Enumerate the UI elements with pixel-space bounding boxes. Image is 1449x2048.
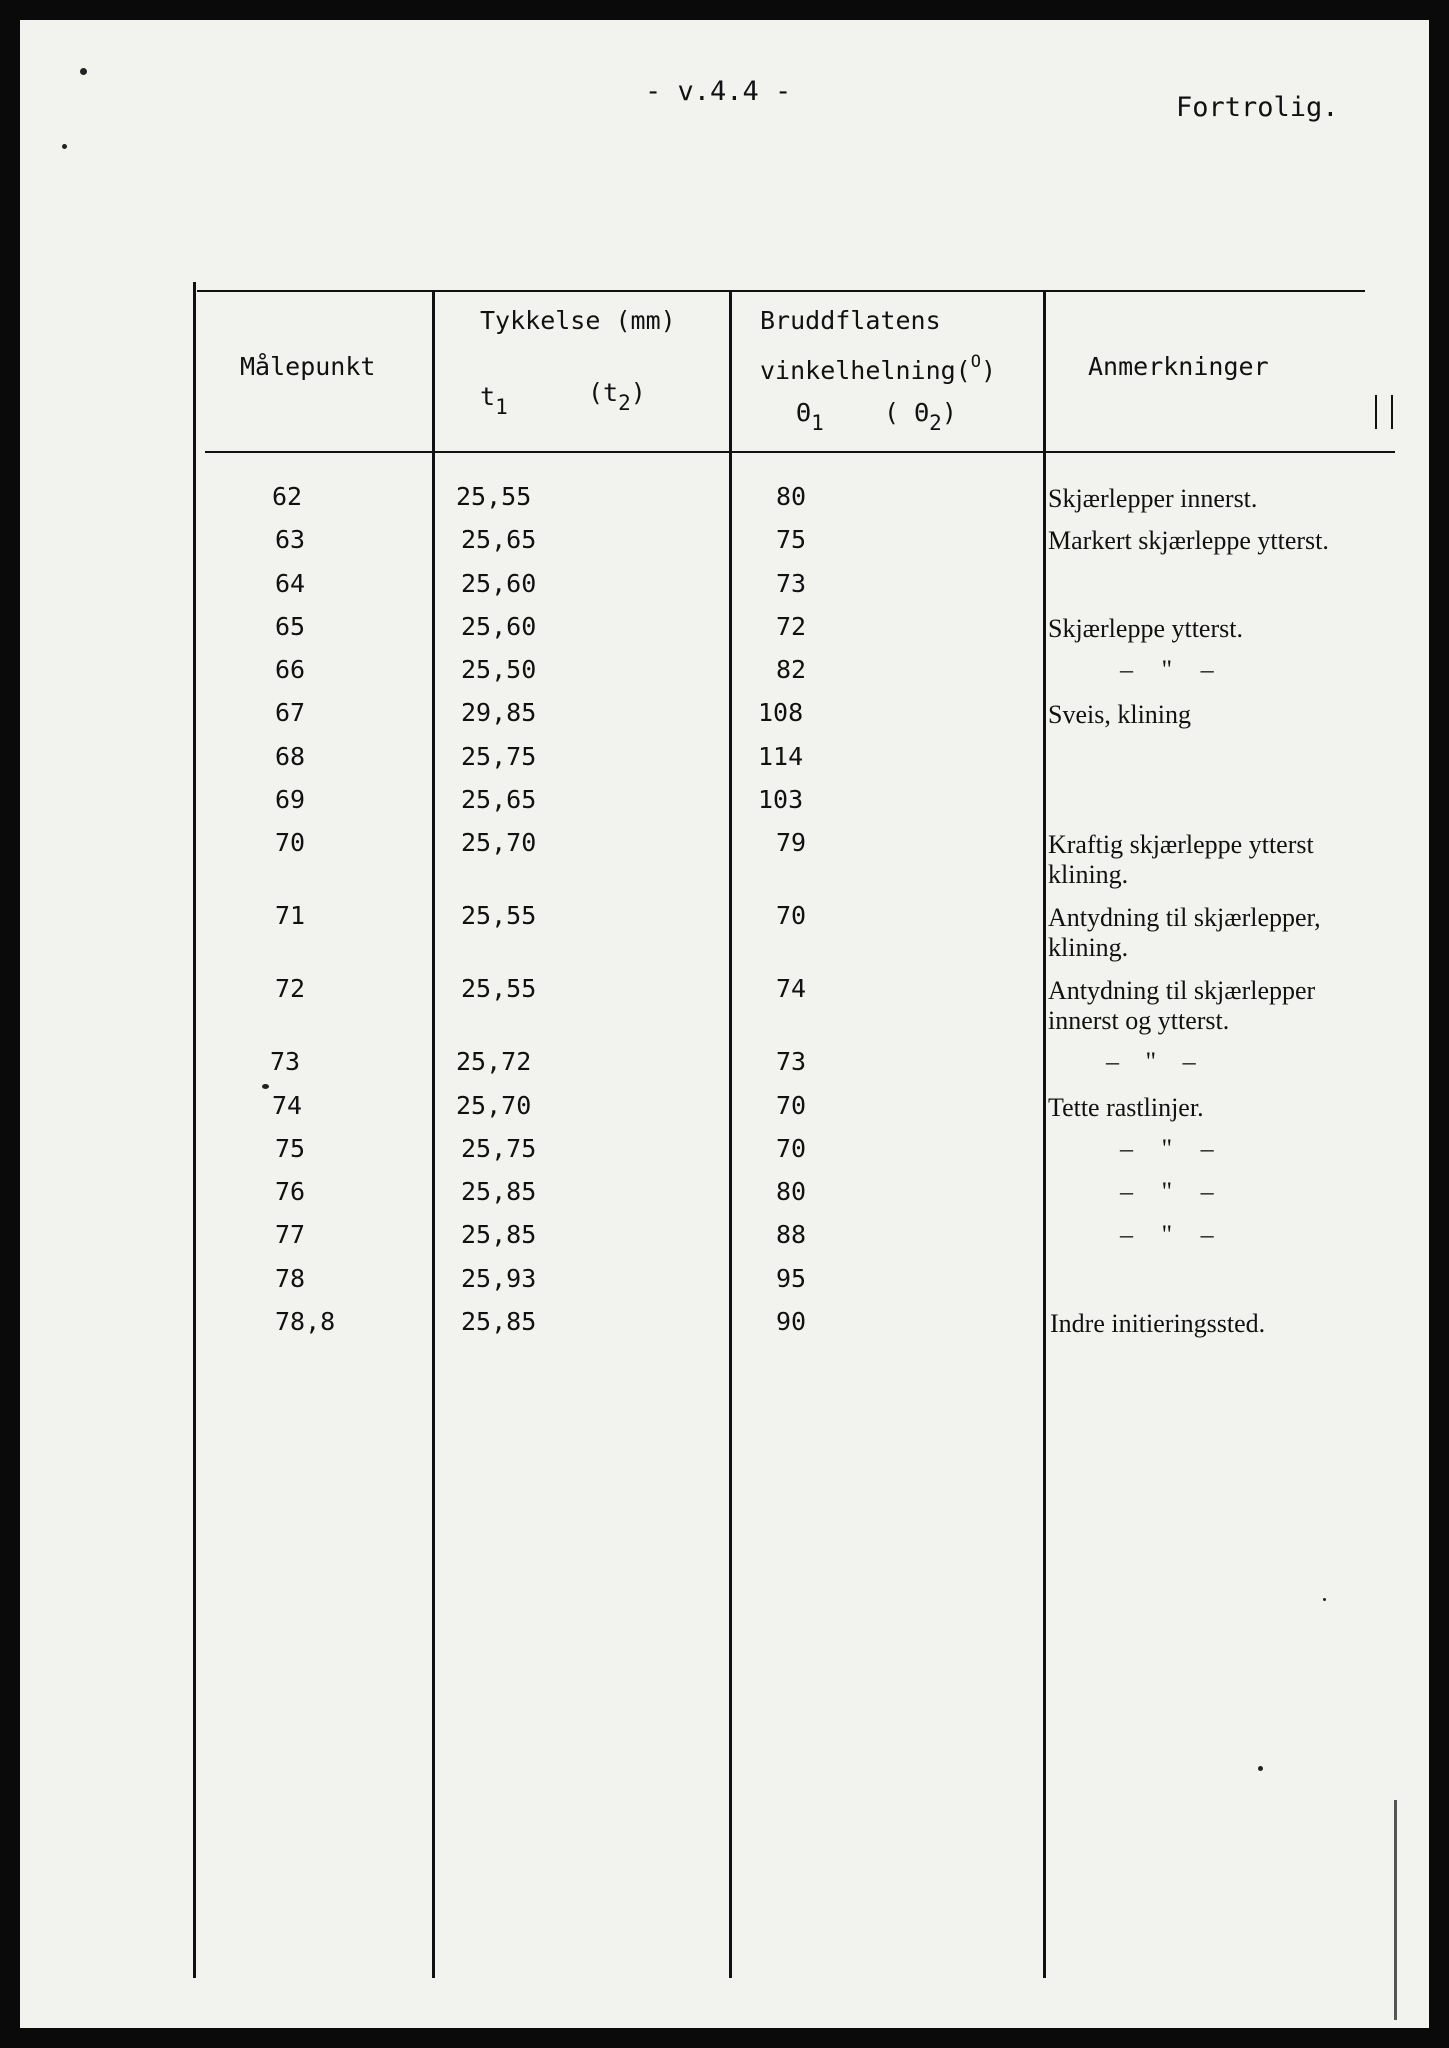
scan-speck: [1258, 1766, 1263, 1771]
cell-angle: 70: [776, 1134, 807, 1163]
cell-thickness: 25,75: [461, 742, 537, 771]
cell-thickness: 25,85: [461, 1177, 537, 1206]
header-t2: $(t_2)$: [588, 378, 646, 415]
cell-thickness: 29,85: [461, 698, 537, 727]
cell-thickness: 25,70: [461, 828, 537, 857]
cell-point: 64: [275, 569, 306, 598]
cell-remark: Kraftig skjærleppe ytterst: [1048, 830, 1314, 859]
cell-remark-ditto: – " –: [1120, 1177, 1214, 1206]
header-vinkelhelning: vinkelhelning($^O$): [760, 352, 997, 385]
cell-thickness: 25,72: [456, 1047, 532, 1076]
cell-thickness: 25,50: [461, 655, 537, 684]
cell-thickness: 25,70: [456, 1091, 532, 1120]
classification-label: Fortrolig.: [1176, 92, 1339, 123]
scan-speck: [80, 68, 87, 75]
cell-point: 78: [275, 1264, 306, 1293]
cell-remark-ditto: – " –: [1120, 1134, 1214, 1163]
cell-angle: 73: [776, 569, 807, 598]
header-theta1: $\Theta_1$: [796, 398, 824, 435]
cell-thickness: 25,85: [461, 1220, 537, 1249]
cell-remark: Sveis, klining: [1048, 700, 1192, 729]
cell-angle: 88: [776, 1220, 807, 1249]
cell-remark: Indre initieringssted.: [1050, 1309, 1266, 1338]
cell-remark: Skjærleppe ytterst.: [1048, 614, 1243, 643]
cell-angle: 80: [776, 1177, 807, 1206]
cell-remark: Markert skjærleppe ytterst.: [1048, 526, 1329, 555]
scan-edge-noise: [1394, 1800, 1397, 2020]
page-number: - v.4.4 -: [645, 76, 792, 107]
margin-mark: [1375, 395, 1377, 429]
cell-thickness: 25,65: [461, 785, 537, 814]
table-border-left: [193, 282, 196, 1978]
cell-point: 70: [275, 828, 306, 857]
cell-angle: 79: [776, 828, 807, 857]
cell-angle: 73: [776, 1047, 807, 1076]
cell-thickness: 25,55: [461, 974, 537, 1003]
cell-point: 71: [275, 901, 306, 930]
cell-remark: Tette rastlinjer.: [1048, 1093, 1204, 1122]
cell-point: 68: [275, 742, 306, 771]
cell-thickness: 25,55: [456, 482, 532, 511]
cell-angle: 82: [776, 655, 807, 684]
cell-angle: 90: [776, 1307, 807, 1336]
cell-angle: 95: [776, 1264, 807, 1293]
scan-speck: [262, 1084, 269, 1089]
header-anmerkninger: Anmerkninger: [1088, 352, 1269, 381]
cell-angle: 114: [758, 742, 804, 771]
cell-remark: Antydning til skjærlepper,: [1048, 903, 1321, 932]
cell-remark: Antydning til skjærlepper: [1048, 976, 1316, 1005]
cell-remark-continued: klining.: [1048, 860, 1129, 889]
table-top-rule: [197, 290, 1365, 292]
column-divider-2: [729, 290, 732, 1978]
column-divider-1: [432, 290, 435, 1978]
margin-mark: [1391, 395, 1393, 429]
cell-remark-ditto: – " –: [1120, 1220, 1214, 1249]
cell-thickness: 25,93: [461, 1264, 537, 1293]
cell-point: 78,8: [275, 1307, 336, 1336]
cell-point: 67: [275, 698, 306, 727]
cell-remark: Skjærlepper innerst.: [1048, 484, 1258, 513]
cell-angle: 72: [776, 612, 807, 641]
cell-point: 65: [275, 612, 306, 641]
column-divider-3: [1043, 290, 1046, 1978]
header-bruddflatens: Bruddflatens: [760, 306, 941, 335]
table-header-rule: [205, 451, 1395, 453]
cell-thickness: 25,55: [461, 901, 537, 930]
cell-thickness: 25,65: [461, 525, 537, 554]
cell-remark-continued: innerst og ytterst.: [1048, 1006, 1230, 1035]
cell-remark-ditto: – " –: [1120, 655, 1214, 684]
cell-angle: 103: [758, 785, 804, 814]
cell-point: 74: [272, 1091, 303, 1120]
header-malepunkt: Målepunkt: [240, 352, 376, 381]
cell-point: 73: [270, 1047, 301, 1076]
cell-point: 69: [275, 785, 306, 814]
header-tykkelse: Tykkelse (mm): [480, 306, 676, 335]
scan-speck: [1323, 1598, 1326, 1601]
cell-point: 75: [275, 1134, 306, 1163]
cell-remark-continued: klining.: [1048, 933, 1129, 962]
cell-point: 77: [275, 1220, 306, 1249]
cell-point: 63: [275, 525, 306, 554]
cell-point: 76: [275, 1177, 306, 1206]
cell-thickness: 25,75: [461, 1134, 537, 1163]
cell-angle: 108: [758, 698, 804, 727]
cell-point: 66: [275, 655, 306, 684]
cell-thickness: 25,60: [461, 612, 537, 641]
header-theta2: ( $\Theta_2$): [884, 398, 957, 435]
cell-point: 62: [272, 482, 303, 511]
scan-speck: [62, 144, 67, 149]
cell-thickness: 25,85: [461, 1307, 537, 1336]
cell-angle: 70: [776, 901, 807, 930]
cell-angle: 70: [776, 1091, 807, 1120]
cell-remark-ditto: – " –: [1106, 1047, 1196, 1076]
cell-angle: 74: [776, 974, 807, 1003]
cell-angle: 80: [776, 482, 807, 511]
cell-angle: 75: [776, 525, 807, 554]
cell-point: 72: [275, 974, 306, 1003]
header-t1: $t_1$: [480, 382, 508, 419]
cell-thickness: 25,60: [461, 569, 537, 598]
